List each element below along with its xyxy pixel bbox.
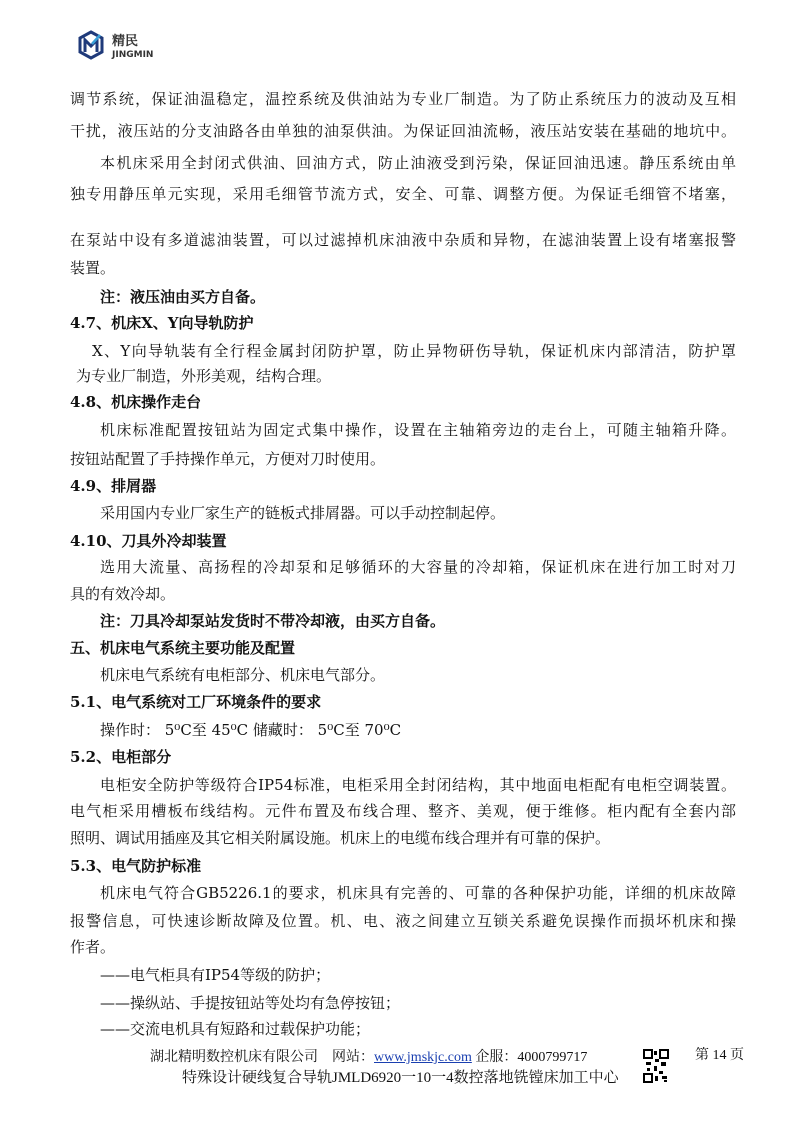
section-heading: 4.10、刀具外冷却装置 <box>70 532 227 550</box>
temperature-line: 操作时： 5⁰C至 45⁰C 储藏时： 5⁰C至 70⁰C <box>100 721 402 739</box>
paragraph-line: 按钮站配置了手持操作单元，方便对刀时使用。 <box>70 450 386 468</box>
list-item: ——电气柜具有IP54等级的防护； <box>100 966 331 984</box>
paragraph-line: 电气柜采用槽板布线结构。元件布置及布线合理、整齐、美观，便于维修。柜内配有全套内部 <box>70 802 736 820</box>
section-heading: 4.7、机床X、Y向导轨防护 <box>70 314 254 332</box>
paragraph-line: 调节系统，保证油温稳定，温控系统及供油站为专业厂制造。为了防止系统压力的波动及互相 <box>70 90 736 108</box>
paragraph-line: 机床标准配置按钮站为固定式集中操作，设置在主轴箱旁边的走台上，可随主轴箱升降。 <box>100 421 736 439</box>
paragraph-line: 为专业厂制造，外形美观，结构合理。 <box>76 367 332 385</box>
section-heading: 5.3、电气防护标准 <box>70 857 202 875</box>
section-heading: 4.9、排屑器 <box>70 477 157 495</box>
paragraph-line: 具的有效冷却。 <box>70 585 176 603</box>
note-line: 注：液压油由买方自备。 <box>100 288 266 306</box>
paragraph-line: 电柜安全防护等级符合IP54标准，电柜采用全封闭结构，其中地面电柜配有电柜空调装置。 <box>100 776 736 794</box>
paragraph-line: X、Y向导轨装有全行程金属封闭防护罩，防止异物研伤导轨，保证机床内部清洁，防护罩 <box>92 342 736 360</box>
paragraph-line: 采用国内专业厂家生产的链板式排屑器。可以手动控制起停。 <box>100 504 506 522</box>
footer-website-label: 网站： <box>332 1050 374 1065</box>
paragraph-line: 照明、调试用插座及其它相关附属设施。机床上的电缆布线合理并有可靠的保护。 <box>70 829 611 847</box>
paragraph-line: 独专用静压单元实现，采用毛细管节流方式，安全、可靠、调整方便。为保证毛细管不堵塞， <box>70 185 736 203</box>
paragraph-line: 机床电气符合GB5226.1的要求，机床具有完善的、可靠的各种保护功能，详细的机床故障 <box>100 884 736 902</box>
page-number: 第 14 页 <box>695 1048 744 1063</box>
paragraph-line: 本机床采用全封闭式供油、回油方式，防止油液受到污染，保证回油迅速。静压系统由单 <box>100 154 736 172</box>
paragraph-line: 报警信息，可快速诊断故障及位置。机、电、液之间建立互锁关系避免误操作而损坏机床和操 <box>70 912 736 930</box>
paragraph-line: 干扰，液压站的分支油路各由单独的油泵供油。为保证回油流畅，液压站安装在基础的地坑中。 <box>70 122 736 140</box>
list-item: ——交流电机具有短路和过载保护功能； <box>100 1020 371 1038</box>
footer-website-link[interactable]: www.jmskjc.com <box>374 1050 472 1065</box>
note-line: 注：刀具冷却泵站发货时不带冷却液，由买方自备。 <box>100 612 446 630</box>
section-heading: 5.1、电气系统对工厂环境条件的要求 <box>70 693 322 711</box>
list-item: ——操纵站、手提按钮站等处均有急停按钮； <box>100 994 401 1012</box>
footer-company: 湖北精明数控机床有限公司 <box>150 1050 318 1065</box>
footer-contact <box>150 1046 587 1066</box>
section-heading: 4.8、机床操作走台 <box>70 393 202 411</box>
footer-product-title: 特殊设计硬线复合导轨JMLD6920一10一4数控落地铣镗床加工中心 <box>182 1070 619 1086</box>
paragraph-line: 装置。 <box>70 259 116 277</box>
svg-text:精民: 精民 <box>112 34 139 49</box>
footer-service-label: 企服： <box>475 1050 518 1065</box>
svg-text:JINGMIN: JINGMIN <box>112 50 154 60</box>
paragraph-line: 机床电气系统有电柜部分、机床电气部分。 <box>100 666 386 684</box>
section-heading: 5.2、电柜部分 <box>70 748 172 766</box>
paragraph-line: 选用大流量、高扬程的冷却泵和足够循环的大容量的冷却箱，保证机床在进行加工时对刀 <box>100 558 736 576</box>
section-heading: 五、机床电气系统主要功能及配置 <box>70 639 296 657</box>
jingmin-logo <box>78 30 188 60</box>
footer-service-phone: 4000799717 <box>517 1050 588 1065</box>
paragraph-line: 作者。 <box>70 938 116 956</box>
paragraph-line: 在泵站中设有多道滤油装置，可以过滤掉机床油液中杂质和异物，在滤油装置上设有堵塞报警 <box>70 231 736 249</box>
qr-code-icon <box>643 1049 669 1083</box>
